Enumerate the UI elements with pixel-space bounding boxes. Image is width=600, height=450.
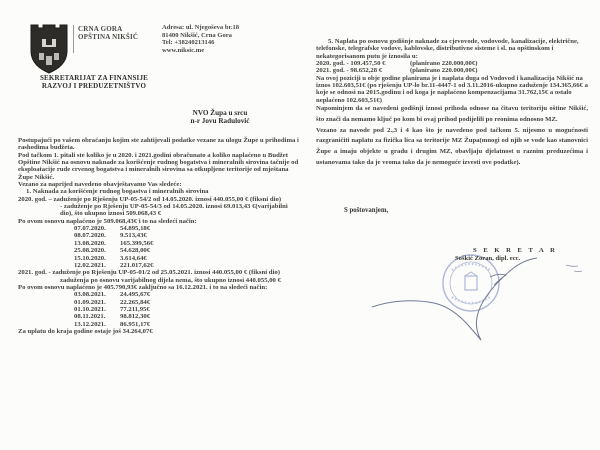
payment-date: 03.08.2021. — [74, 291, 106, 299]
payment-date: 01.09.2021. — [74, 298, 106, 306]
payment-amount: 165.399,56€ — [120, 239, 154, 247]
amount-2020-row — [316, 60, 588, 67]
payment-date: 13.08.2020. — [74, 239, 106, 247]
payment-date: 25.08.2020. — [74, 247, 106, 255]
payment-amount: 221.017,62€ — [120, 261, 154, 269]
right-column — [316, 38, 588, 169]
organization-name — [78, 25, 138, 41]
note-paragraph-1: Napominjem da se navedeni godišnji iznosi prihoda odnose na čitavu teritoriju oštine Nikšić, što znači da nemamo ključ po kom bi ovaj prihod podijelili po reonima odnosno MZ. — [316, 105, 588, 123]
payment-date: 15.10.2020. — [74, 254, 106, 262]
point-5-detail: Na ovoj poziciji u obje godine planirana je i naplata duga od Vodovod i kanalizacija Nikšić na iznos 102.603,51€ (po rješenju UP-lo br.11-4447-1 od 3.11.2016-ukupno zaduženje 134.365,66€ a koje se odnosi na 2015.godinu i od koga je naplaćeno kompenzacijama 31.762,15€ a ostalo neplaćeno 102.603,51€) — [316, 74, 588, 104]
address-line: 81400 Nikšić, Crna Gora — [162, 31, 232, 39]
payment-amount: 24.495,67€ — [120, 291, 151, 299]
payment-row — [74, 247, 302, 254]
payment-date: 08.07.2020. — [74, 232, 106, 240]
note-paragraph-2: Vezano za navode pod 2.,3 i 4 kao što je navedeno pod tačkom 5. nijesmo u mogućnosti razgraničiti naplatu za fizička lica sa teritorije MZ Župa(mnogi od njih se vode kao stanovnici Župe a imaju objekte u gradu i drugim MZ, obavljaju djelatnost u raznim preduzećima i ustanovama tako da je veoma tako da je nemoguće izvesti ove podatke). — [316, 126, 588, 167]
address-line: Adresa: ul. Njegoševa br.18 — [162, 24, 240, 31]
paid-2020-intro: Po ovom osnovu naplaćeno je 509.068,43€ i to na sledeći način: — [18, 217, 197, 225]
amount-2021: 2021. god. - 98.652,28 € — [316, 67, 383, 75]
payment-amount: 54.628,00€ — [120, 247, 151, 255]
planned-2020: (planirano 220.000,00€) — [410, 60, 478, 68]
charge-2021-line-2: zaduženja po osnovu varijabilnog dijela nema, što ukupno iznosi 440.055,00 € — [60, 276, 281, 284]
payment-date: 12.02.2021. — [74, 261, 106, 269]
closing-salutation: S poštovanjem, — [344, 207, 389, 214]
intro-paragraph-1: Postupajući po vašem obraćanju kojim ste zahtijevali podatke vezane za ulogu Župe u prihodima i rashodima budžeta. — [18, 137, 299, 152]
recipient-person: n-r Jovu Radulović — [190, 117, 250, 126]
amount-2020: 2020. god. - 109.457,50 € — [316, 60, 386, 68]
section-1-title: 1. Naknada za korišćenje rudnog bogastva i mineralnih sirovina — [26, 188, 209, 196]
payment-row — [74, 225, 302, 232]
municipality-name: OPŠTINA NIKŠIĆ — [78, 33, 139, 41]
payment-date: 01.10.2021. — [74, 305, 106, 313]
payment-row — [74, 313, 302, 320]
handwritten-signature — [370, 235, 590, 345]
address-block — [162, 24, 239, 54]
department-line: SEKRETARIJAT ZA FINANSIJE — [39, 74, 149, 82]
department-title — [14, 74, 174, 90]
signer-title: S E K R E T A R — [473, 247, 558, 254]
remaining-balance-line: Za uplatu do kraja godine ostaje još 34.264,07€ — [18, 327, 153, 335]
phone-line: Tel: +38240213146 — [162, 39, 215, 47]
payment-amount: 22.265,84€ — [120, 298, 151, 306]
department-line: RAZVOJ I PREDUZETNIŠTVO — [41, 82, 147, 90]
payment-row — [74, 306, 302, 313]
recipient-block — [150, 109, 290, 125]
payments-2020-list — [74, 225, 302, 269]
payment-amount: 54.895,18€ — [120, 225, 151, 233]
planned-2021: (planirano 220.000,00€) — [410, 67, 478, 75]
payment-row — [74, 240, 302, 247]
payment-amount: 98.812,30€ — [120, 313, 151, 321]
payment-row — [74, 232, 302, 239]
payment-row — [74, 291, 302, 298]
website-line: www.niksic.me — [162, 46, 205, 54]
charge-2021-line-1: 2021. god. - zaduženje po Rješenju UP-05-01/2 od 25.05.2021. iznosi 440.055,00 € (fiksni dio) — [18, 269, 280, 277]
payment-date: 08.11.2021. — [74, 313, 106, 321]
intro-paragraph-2: Pod tačkom 1. pitali ste koliko je u 2020. i 2021.godini obračunato a koliko naplaćeno u Budžet Opštine Nikšić na osnovu naknade za korišćenje rudnog bogatstva i mineralnih sirovina tačnije od eksploatacije rude crvenog bogatstva i mineralnih sirovina sa otkupljene teritorije od mještana Župe Nikšić. — [18, 151, 299, 181]
payment-amount: 86.951,17€ — [120, 320, 151, 328]
payment-row — [74, 262, 302, 269]
intro-paragraph-3: Vezano za naprijed navedeno obavještavamo Vas sledeće: — [18, 181, 182, 189]
payment-amount: 77.211,95€ — [120, 305, 150, 313]
payment-date: 13.12.2021. — [74, 320, 106, 328]
payments-2021-list — [74, 291, 302, 328]
payment-date: 07.07.2020. — [74, 225, 106, 233]
payment-row — [74, 299, 302, 306]
recipient-org: NVO Župa u srcu — [192, 109, 248, 117]
payment-row — [74, 321, 302, 328]
paid-2021-intro: Po ovom osnovu naplaćeno je 405.790,93€ zaključno sa 16.12.2021. i to na sledeći način: — [18, 283, 268, 291]
country-name: CRNA GORA — [78, 25, 123, 33]
charge-2020-line-2: - zaduženje po Rješenju UP-05-54/3 od 14.05.2020. iznosi 69.013,43 €(varijabilni dio), što ukupno iznosi 509.068,43 € — [60, 203, 288, 218]
left-column — [18, 137, 302, 335]
coat-of-arms-icon — [29, 23, 69, 75]
point-5-intro: 5. Naplata po osnovu godišnje naknade za cjevovode, vodovode, kanalizacije, električne, telefonske, telegrafske vodove, kablovske, distributivne sisteme i sl. na opštinskom i nekategorisanom putu je iznosila u: — [316, 38, 579, 60]
signer-name: Soškić Zoran, dipl. ecc. — [455, 255, 521, 262]
charge-2020-line-1: 2020. god. – zaduženje po Rješenju UP-05-54/2 od 14.05.2020. iznosi 440.055,00 € (fiksni dio) — [18, 195, 282, 203]
payment-amount: 3.614,64€ — [120, 254, 147, 262]
header-divider — [73, 25, 74, 53]
payment-row — [74, 255, 302, 262]
payment-amount: 9.513,43€ — [120, 232, 147, 240]
amount-2021-row — [316, 67, 588, 74]
